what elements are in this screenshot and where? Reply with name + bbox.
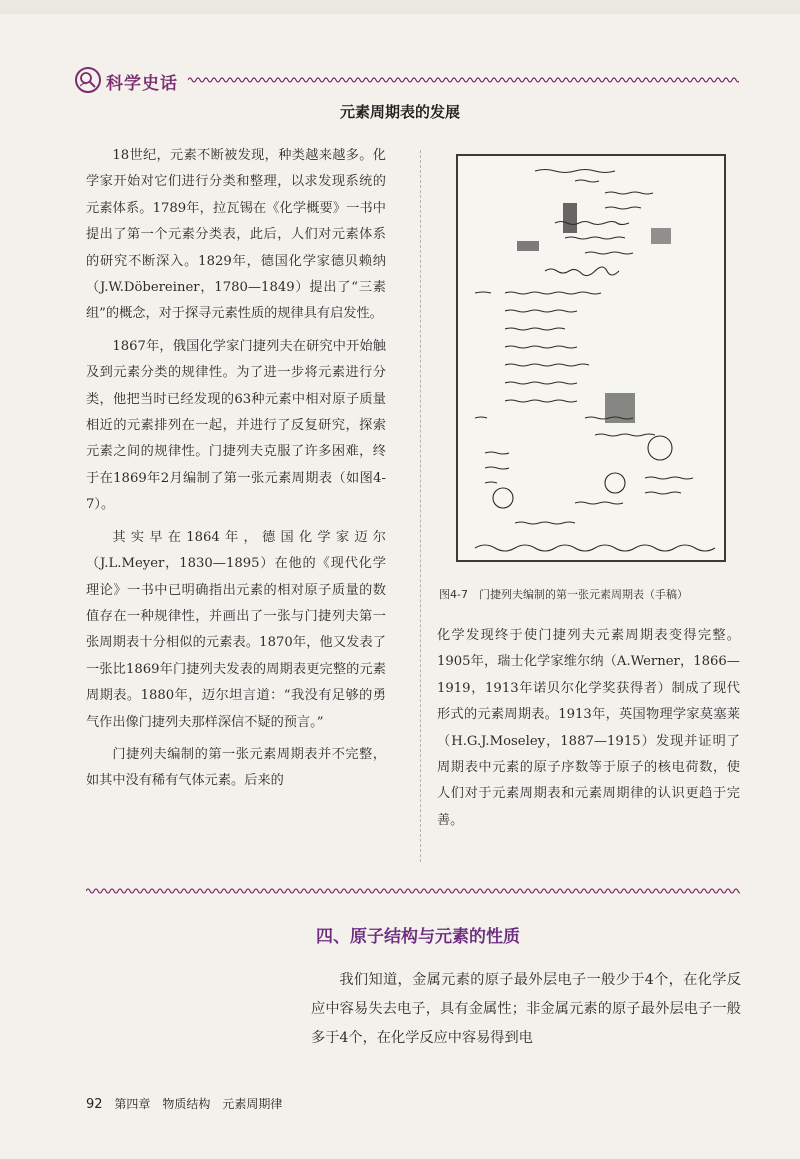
section-header bbox=[74, 60, 739, 100]
section-title: 四、原子结构与元素的性质 bbox=[316, 927, 520, 947]
mendeleev-manuscript-image bbox=[455, 153, 727, 563]
header-wavy-divider bbox=[188, 74, 739, 86]
page-number: 92 bbox=[86, 1097, 103, 1112]
page-footer bbox=[86, 1095, 282, 1112]
article-title: 元素周期表的发展 bbox=[339, 103, 460, 121]
figure-caption: 图4-7 门捷列夫编制的第一张元素周期表（手稿） bbox=[439, 588, 688, 601]
section-paragraph: 我们知道，金属元素的原子最外层电子一般少于4个，在化学反应中容易失去电子，具有金属性；非金属元素的原子最外层电子一般多于4个，在化学反应中容易得到电 bbox=[311, 972, 741, 1046]
page-top-edge bbox=[0, 0, 800, 14]
article-right-column bbox=[437, 623, 740, 834]
chapter-title: 第四章 物质结构 元素周期律 bbox=[114, 1097, 283, 1111]
column-divider bbox=[420, 150, 421, 862]
article-left-column bbox=[86, 143, 386, 801]
header-label: 科学史话 bbox=[106, 74, 178, 94]
section-body bbox=[311, 966, 741, 1053]
article-paragraph: 门捷列夫编制的第一张元素周期表并不完整，如其中没有稀有气体元素。后来的 bbox=[86, 746, 386, 789]
bottom-wavy-divider bbox=[86, 885, 740, 897]
article-paragraph: 1867年，俄国化学家门捷列夫在研究中开始触及到元素分类的规律性。为了进一步将元素进行分类，他把当时已经发现的63种元素中相对原子质量相近的元素排列在一起，并进行了反复研究，探索元素之间的规律性。门捷列夫克服了许多困难，终于在1869年2月编制了第一张元素周期表（如图4-7）。 bbox=[86, 338, 386, 513]
science-history-logo-icon bbox=[74, 66, 102, 94]
article-paragraph: 其实早在1864年，德国化学家迈尔（J.L.Meyer，1830—1895）在他的《现代化学理论》一书中已明确指出元素的相对原子质量的数值存在一种规律性，并画出了一张与门捷列夫第一张周期表十分相似的元素表。1870年，他又发表了一张比1869年门捷列夫发表的周期表更完整的元素周期表。1880年，迈尔坦言道：“我没有足够的勇气作出像门捷列夫那样深信不疑的预言。” bbox=[86, 529, 386, 730]
article-paragraph: 18世纪，元素不断被发现，种类越来越多。化学家开始对它们进行分类和整理，以求发现系统的元素体系。1789年，拉瓦锡在《化学概要》一书中提出了第一个元素分类表，此后，人们对元素体系的研究不断深入。1829年，德国化学家德贝赖纳（J.W.Döbereiner，1780—1849）提出了“三素组”的概念，对于探寻元素性质的规律具有启发性。 bbox=[86, 148, 386, 322]
article-continuation: 化学发现终于使门捷列夫元素周期表变得完整。1905年，瑞士化学家维尔纳（A.Werner，1866—1919，1913年诺贝尔化学奖获得者）制成了现代形式的元素周期表。1913年，英国物理学家莫塞莱（H.G.J.Moseley，1887—1915）发现并证明了周期表中元素的原子序数等于原子的核电荷数，使人们对于元素周期表和元素周期律的认识更趋于完善。 bbox=[437, 628, 740, 828]
